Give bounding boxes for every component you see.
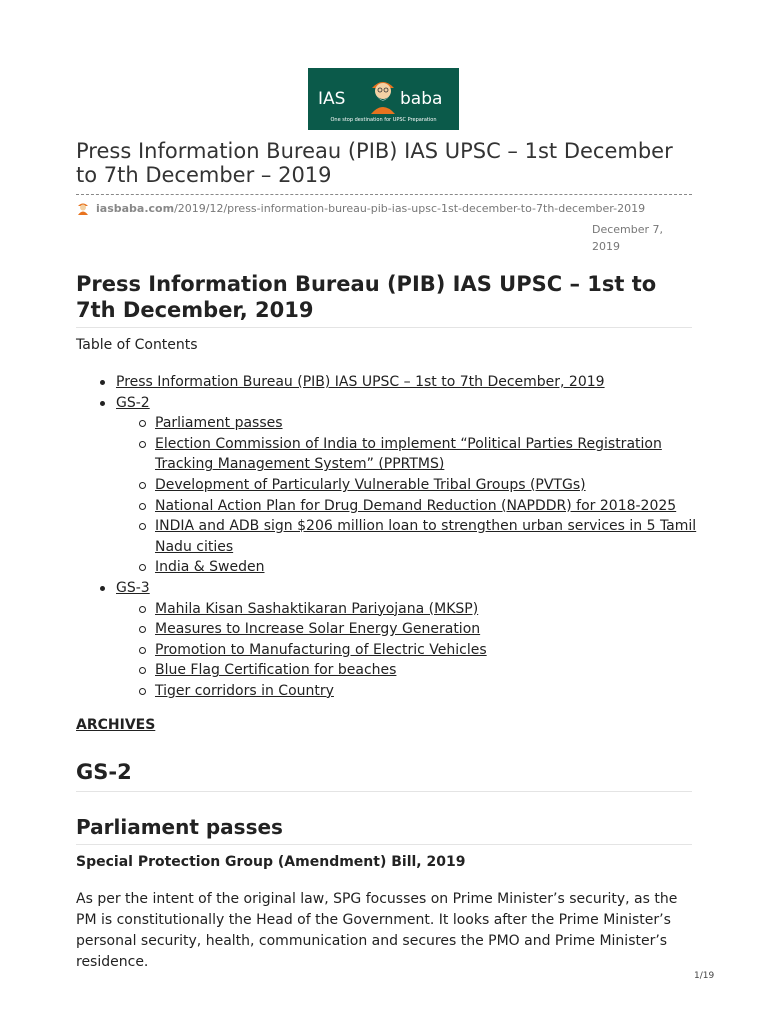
logo-tagline: One stop destination for UPSC Preparation <box>330 117 437 123</box>
subsection-divider <box>76 844 692 845</box>
logo-text-right: baba <box>400 89 443 109</box>
toc-item <box>76 578 706 702</box>
bill-title: Special Protection Group (Amendment) Bill, 2019 <box>76 854 466 870</box>
toc-subitem <box>116 660 706 681</box>
toc-sublink[interactable]: Election Commission of India to implement “Political Parties Registration Tracking Management System” (PPRTMS) <box>155 435 662 473</box>
toc-item <box>76 393 706 578</box>
toc-subitem <box>116 557 706 578</box>
toc-sublink[interactable]: INDIA and ADB sign $206 million loan to strengthen urban services in 5 Tamil Nadu cities <box>155 518 697 555</box>
toc-sublink[interactable]: Development of Particularly Vulnerable Tribal Groups (PVTGs) <box>155 476 586 493</box>
toc-subitem <box>116 681 706 702</box>
toc-sublink[interactable]: Parliament passes <box>155 415 283 432</box>
toc-sublink[interactable]: Blue Flag Certification for beaches <box>155 662 397 679</box>
iasbaba-logo <box>308 68 459 130</box>
toc-subitem <box>116 434 706 475</box>
toc-subitem <box>116 640 706 661</box>
section-heading: GS-2 <box>76 760 132 784</box>
toc-sublink[interactable]: Mahila Kisan Sashaktikaran Pariyojana (MKSP) <box>155 600 479 617</box>
subsection-heading: Parliament passes <box>76 815 283 839</box>
toc-subitem <box>116 516 706 557</box>
toc-subitem <box>116 475 706 496</box>
title-divider <box>76 194 692 195</box>
toc-sublink[interactable]: India & Sweden <box>155 559 265 576</box>
article-title: Press Information Bureau (PIB) IAS UPSC – 1st to 7th December, 2019 <box>76 272 657 322</box>
toc-sublink[interactable]: Measures to Increase Solar Energy Generation <box>155 621 481 638</box>
body-paragraph: As per the intent of the original law, SPG focusses on Prime Minister’s security, as the PM is constitutionally the Head of the Government. It looks after the Prime Minister’s personal security, health, communication and secures the PMO and Prime Minister’s residence. <box>76 891 678 970</box>
toc-sublink[interactable]: National Action Plan for Drug Demand Reduction (NAPDDR) for 2018-2025 <box>155 497 677 514</box>
archives-link[interactable]: ARCHIVES <box>76 717 156 733</box>
source-domain[interactable]: iasbaba.com <box>96 201 175 215</box>
toc-item <box>76 372 706 393</box>
toc-sublink[interactable]: Promotion to Manufacturing of Electric Vehicles <box>155 641 487 658</box>
logo-text-left: IAS <box>318 89 346 109</box>
publish-date: December 7, 2019 <box>592 223 664 253</box>
source-url[interactable] <box>76 199 645 217</box>
toc-subitem <box>116 599 706 620</box>
toc-label: Table of Contents <box>76 337 198 353</box>
document-title: Press Information Bureau (PIB) IAS UPSC – 1st December to 7th December – 2019 <box>76 139 673 187</box>
site-favicon-icon <box>76 201 90 215</box>
toc-link-gs2[interactable]: GS-2 <box>116 394 150 411</box>
source-path[interactable]: /2019/12/press-information-bureau-pib-ias-upsc-1st-december-to-7th-december-2019 <box>174 201 646 215</box>
page-number: 1/19 <box>694 971 715 981</box>
mascot-icon <box>366 74 400 116</box>
toc-link-gs3[interactable]: GS-3 <box>116 579 150 596</box>
article-title-divider <box>76 327 692 328</box>
table-of-contents <box>76 372 706 702</box>
toc-subitem <box>116 413 706 434</box>
toc-subitem <box>116 619 706 640</box>
section-divider <box>76 791 692 792</box>
toc-link[interactable]: Press Information Bureau (PIB) IAS UPSC – 1st to 7th December, 2019 <box>116 374 605 390</box>
toc-subitem <box>116 496 706 517</box>
toc-sublink[interactable]: Tiger corridors in Country <box>155 682 334 699</box>
